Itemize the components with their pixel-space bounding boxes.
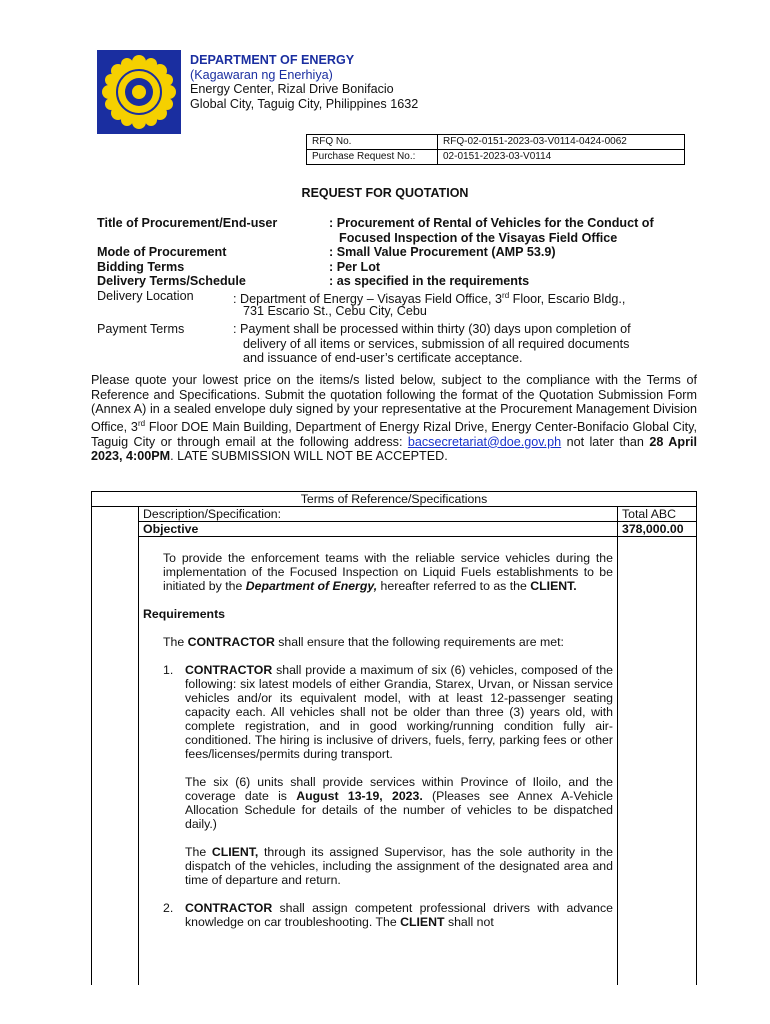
- requirements-intro: The CONTRACTOR shall ensure that the following requirements are met:: [163, 635, 564, 649]
- department-header: [190, 53, 418, 111]
- requirement-item-1: 1. CONTRACTOR shall provide a maximum of six (6) vehicles, composed of the following: six latest models of either Grandia, Starex, Urvan, or Nissan service vehicles and/or its equivalent model, with at least 12-passenger seating capacity each. All vehicles shall not be older than three (3) years old, with complete registration, and in good working/running condition fully air-conditioned. The hiring is inclusive of drivers, fuels, ferry, parking fees or other fees/licenses/permits during transport.: [163, 663, 613, 761]
- bidding-label: Bidding Terms: [97, 259, 185, 274]
- location-label: Delivery Location: [97, 288, 194, 303]
- tor-title: Terms of Reference/Specifications: [92, 492, 697, 507]
- tor-spacer-cell: [92, 507, 139, 986]
- tor-col-description: Description/Specification:: [139, 507, 618, 522]
- rfq-number-box: [306, 134, 685, 165]
- objective-text: To provide the enforcement teams with the reliable service vehicles during the implementation of the Focused Inspection on Liquid Fuels establishments to be initiated by the Department of Energy, hereafter referred to as the CLIENT.: [163, 551, 613, 593]
- title-value-2: Focused Inspection of the Visayas Field Office: [339, 230, 618, 245]
- pr-value: 02-0151-2023-03-V0114: [438, 150, 685, 165]
- requirement-item-1-coverage: The six (6) units shall provide services within Province of Iloilo, and the coverage date is August 13-19, 2023. (Pleases see Annex A-Vehicle Allocation Schedule for details of the number of vehicles to be dispatched daily.): [185, 775, 614, 831]
- terms-of-reference-table: [91, 491, 697, 985]
- title-label: Title of Procurement/End-user: [97, 216, 278, 230]
- delivery-terms-label: Delivery Terms/Schedule: [97, 274, 246, 289]
- payment-value-1: : Payment shall be processed within thirty (30) days upon completion of: [233, 322, 631, 337]
- abc-empty-cell: [618, 537, 697, 986]
- intro-paragraph: Please quote your lowest price on the items/s listed below, subject to the compliance with the Terms of Reference and Specifications. Submit the quotation following the format of the Quotation Submission Form (Annex A) in a sealed envelope duly signed by your representative at the Procurement Management Division Office, 3rd Floor DOE Main Building, Department of Energy Rizal Drive, Energy Center-Bonifacio Global City, Taguig City or through email at the following address: bacsecretariat@doe.gov.ph not later than 28 April 2023, 4:00PM. LATE SUBMISSION WILL NOT BE ACCEPTED.: [91, 373, 697, 464]
- address-line-2: Global City, Taguig City, Philippines 1632: [190, 96, 419, 111]
- bidding-value: : Per Lot: [329, 259, 381, 274]
- tor-col-abc: Total ABC: [618, 507, 697, 522]
- mode-label: Mode of Procurement: [97, 245, 227, 260]
- title-value-1: : Procurement of Rental of Vehicles for the Conduct of: [329, 216, 654, 230]
- rfq-value: RFQ-02-0151-2023-03-V0114-0424-0062: [438, 135, 685, 150]
- mode-value: : Small Value Procurement (AMP 53.9): [329, 245, 556, 260]
- payment-value-3: and issuance of end-user’s certificate acceptance.: [243, 351, 523, 366]
- delivery-terms-value: : as specified in the requirements: [329, 274, 530, 289]
- payment-value-2: delivery of all items or services, submission of all required documents: [243, 336, 630, 351]
- document-title: REQUEST FOR QUOTATION: [301, 186, 469, 200]
- requirements-heading: Requirements: [143, 607, 226, 621]
- location-value-2: 731 Escario St., Cebu City, Cebu: [243, 303, 427, 318]
- rfq-label: RFQ No.: [307, 135, 438, 150]
- deadline: 28 April 2023, 4:00PM: [91, 434, 697, 464]
- procurement-details: [97, 216, 687, 366]
- objective-heading: Objective: [139, 522, 618, 537]
- department-name: DEPARTMENT OF ENERGY: [190, 53, 355, 67]
- tor-body: [139, 537, 618, 986]
- requirement-item-1-authority: The CLIENT, through its assigned Supervisor, has the sole authority in the dispatch of the vehicles, including the assignment of the designated area and time of departure and return.: [185, 845, 613, 887]
- payment-label: Payment Terms: [97, 322, 185, 337]
- requirement-item-2: 2. CONTRACTOR shall assign competent professional drivers with advance knowledge on car troubleshooting. The CLIENT shall not: [163, 901, 613, 929]
- location-value-1: : Department of Energy – Visayas Field Office, 3rd Floor, Escario Bldg.,: [233, 290, 626, 307]
- address-line-1: Energy Center, Rizal Drive Bonifacio: [190, 82, 394, 96]
- abc-value: 378,000.00: [618, 522, 697, 537]
- email-link[interactable]: bacsecretariat@doe.gov.ph: [407, 434, 562, 449]
- doe-seal-icon: [97, 50, 181, 134]
- pr-label: Purchase Request No.:: [307, 150, 438, 165]
- department-local-name: (Kagawaran ng Enerhiya): [190, 67, 333, 82]
